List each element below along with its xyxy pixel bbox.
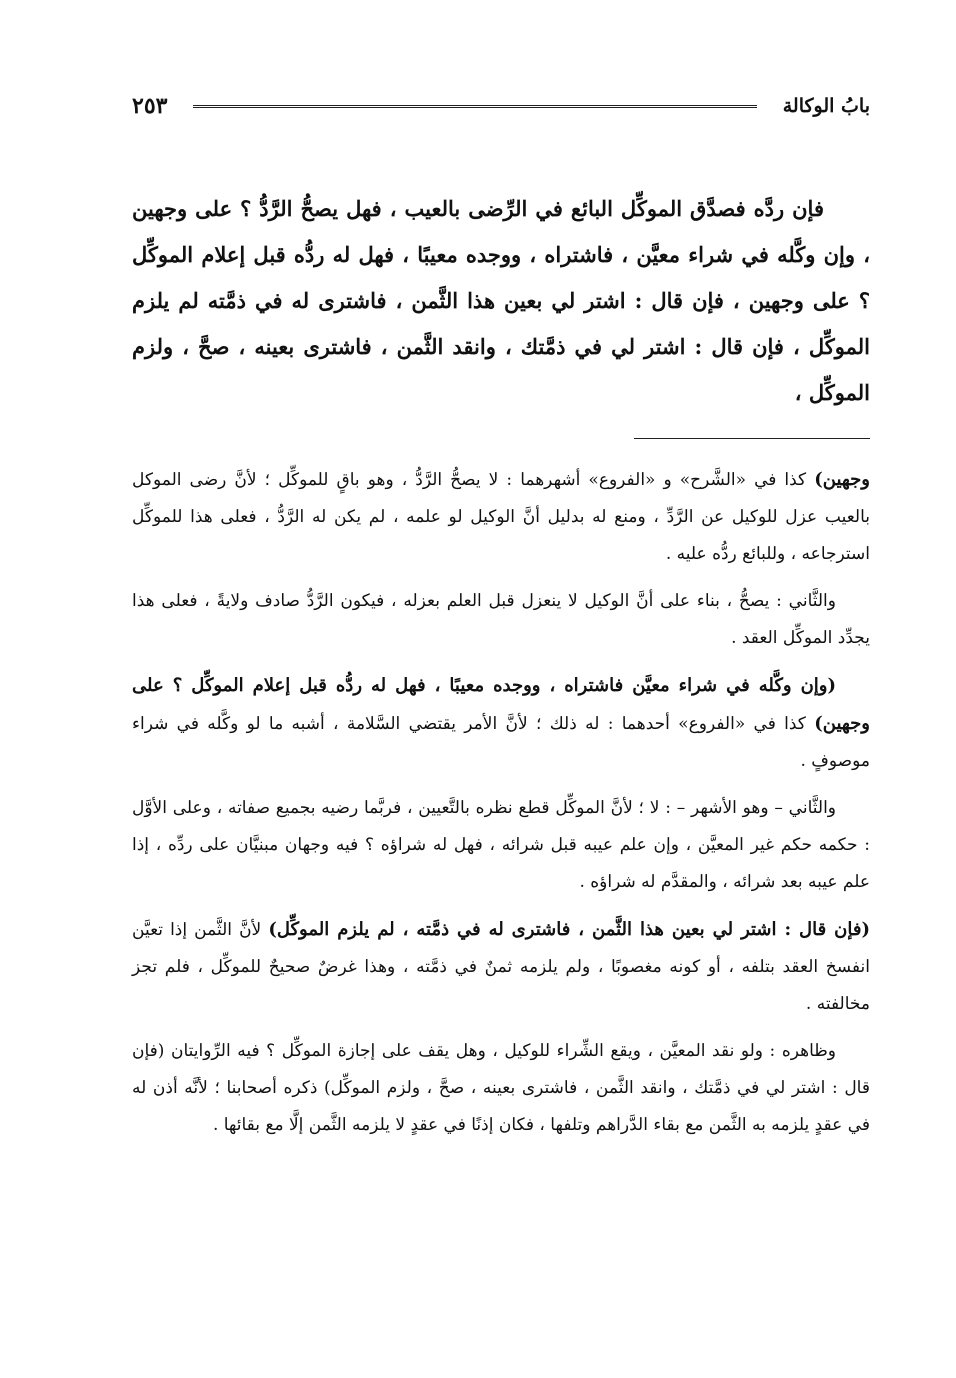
commentary-paragraph — [132, 667, 870, 780]
commentary-paragraph — [132, 790, 870, 901]
running-header — [132, 88, 870, 124]
page-number: ٢٥٣ — [132, 93, 168, 119]
chapter-title: بابُ الوكالة — [782, 95, 870, 117]
commentary-text: كذا في «الشَّرح» و «الفروع» أشهرهما : لا يصحُّ الرَّدُّ ، وهو باقٍ للموكِّل ؛ لأنَّ رضى الموكل بالعيب عزل للوكيل عن الرَّدِّ ، ومنع له بدليل أنَّ الوكيل لو علمه ، لم يكن له الرَّدُّ ، فعلى هذا للموكِّل استرجاعه ، وللبائع ردُّه عليه . — [132, 470, 870, 564]
header-rule — [193, 105, 756, 108]
commentary-paragraph — [132, 1033, 870, 1144]
commentary-separator — [634, 438, 870, 439]
commentary-paragraph — [132, 911, 870, 1023]
commentary-text: والثَّاني : يصحُّ ، بناء على أنَّ الوكيل لا ينعزل قبل العلم بعزله ، فيكون الرَّدُّ صادف ولايةً ، فعلى هذا يجدِّد الموكِّل العقد . — [132, 591, 870, 648]
book-page — [132, 88, 870, 1154]
commentary-text: وظاهره : ولو نقد المعيَّن ، ويقع الشِّراء للوكيل ، وهل يقف على إجازة الموكِّل ؟ فيه الرِّوايتان (فإن قال : اشتر لي في ذمَّتك ، وانقد الثَّمن ، فاشترى بعينه ، صحَّ ، ولزم الموكِّل) ذكره أصحابنا ؛ لأنَّه أذن له في عقدٍ يلزمه به الثَّمن مع بقاء الدَّراهم وتلفها ، فكان إذنًا في عقدٍ لا يلزمه الثَّمن إلَّا مع بقائها . — [132, 1041, 870, 1135]
commentary-paragraph — [132, 583, 870, 657]
quoted-text: (فإن قال : اشتر لي بعين هذا الثَّمن ، فاشترى له في ذمَّته ، لم يلزم الموكِّل) — [268, 919, 870, 940]
commentary-text: والثَّاني – وهو الأشهر – : لا ؛ لأنَّ الموكِّل قطع نظره بالتَّعيين ، فربَّما رضيه بجميع صفاته ، وعلى الأوَّل : حكمه حكم غير المعيَّن ، وإن علم عيبه قبل شرائه ، فهل له شراؤه ؟ فيه وجهان مبنيَّان على ردِّه ، إذا علم عيبه بعد شرائه ، والمقدَّم له شراؤه . — [132, 798, 870, 892]
commentary — [132, 461, 870, 1144]
quoted-text: (وإن وكَّله في شراء معيَّن فاشتراه ، ووجده معيبًا ، فهل له ردُّه قبل إعلام الموكِّل ؟ على وجهين) — [132, 675, 870, 734]
commentary-paragraph — [132, 461, 870, 573]
commentary-text: كذا في «الفروع» أحدهما : له ذلك ؛ لأنَّ الأمر يقتضي السَّلامة ، أشبه ما لو وكَّله في شراء موصوفٍ . — [132, 714, 870, 771]
commentary-text: لأنَّ الثَّمن إذا تعيَّن انفسخ العقد بتلفه ، أو كونه مغصوبًا ، ولم يلزمه ثمنٌ في ذمَّته ، وهذا غرضٌ صحيحٌ للموكِّل ، فلم تجز مخالفته . — [132, 920, 870, 1014]
quoted-text: وجهين) — [814, 469, 870, 490]
main-text: فإن ردَّه فصدَّق الموكِّل البائع في الرِّضى بالعيب ، فهل يصحُّ الرَّدُّ ؟ على وجهين ، وإن وكَّله في شراء معيَّن ، فاشتراه ، ووجده معيبًا ، فهل له ردُّه قبل إعلام الموكِّل ؟ على وجهين ، فإن قال : اشتر لي بعين هذا الثَّمن ، فاشترى له في ذمَّته لم يلزم الموكِّل ، فإن قال : اشتر لي في ذمَّتك ، وانقد الثَّمن ، فاشترى بعينه ، صحَّ ، ولزم الموكِّل ، — [132, 196, 870, 405]
